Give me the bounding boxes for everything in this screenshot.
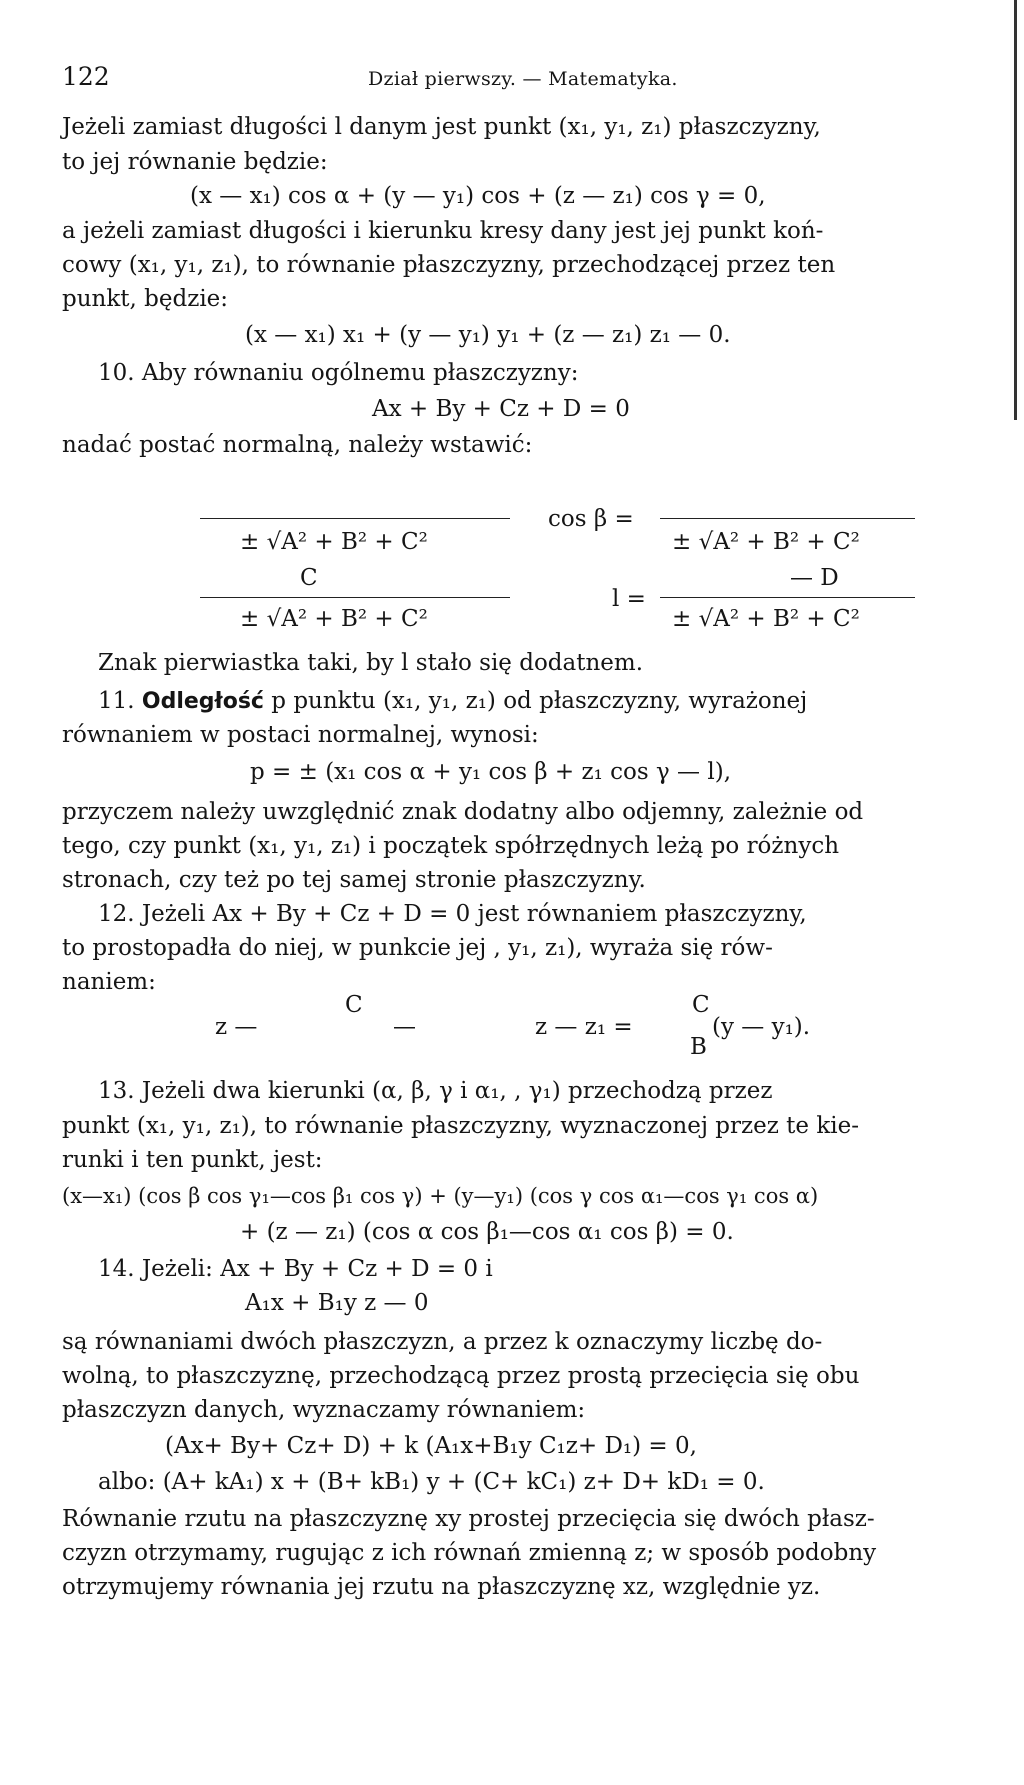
section-11-heading [98, 686, 807, 717]
text-line: punkt, będzie: [62, 286, 229, 312]
text-line: wolną, to płaszczyznę, przechodzącą przez prostą przecięcia się obu [62, 1363, 860, 1389]
text-line: Znak pierwiastka taki, by l stało się dodatnem. [98, 650, 644, 676]
section-14-heading: 14. Jeżeli: Ax + By + Cz + D = 0 i [98, 1256, 493, 1282]
text-line: są równaniami dwóch płaszczyzn, a przez k oznaczymy liczbę do- [62, 1329, 823, 1355]
text-line: to prostopadła do niej, w punkcie jej , y₁, z₁), wyraża się rów- [62, 935, 773, 961]
text-line: tego, czy punkt (x₁, y₁, z₁) i początek spółrzędnych leżą po różnych [62, 833, 840, 859]
text-span: p punktu (x₁, y₁, z₁) od płaszczyzny, wyrażonej [271, 688, 808, 714]
text-line: nadać postać normalną, należy wstawić: [62, 432, 533, 458]
running-title: Dział pierwszy. — Matematyka. [368, 68, 678, 90]
equation-two-directions-cont: + (z — z₁) (cos α cos β₁—cos α₁ cos β) = 0. [240, 1219, 734, 1245]
text-line: runki i ten punkt, jest: [62, 1147, 323, 1173]
term-odleglosc: Odległość [141, 689, 264, 714]
equation-two-directions: (x—x₁) (cos β cos γ₁—cos β₁ cos γ) + (y—y₁) (cos γ cos α₁—cos γ₁ cos α) [62, 1184, 819, 1208]
perpendicular-eq-right: z — z₁ = [535, 1014, 633, 1040]
fraction-denominator: ± √A² + B² + C² [240, 606, 428, 632]
equation-distance: p = ± (x₁ cos α + y₁ cos β + z₁ cos γ — l), [250, 759, 732, 785]
fraction-denominator: B [690, 1034, 707, 1060]
perpendicular-eq-tail: (y — y₁). [712, 1014, 811, 1040]
text-line: Jeżeli zamiast długości l danym jest punkt (x₁, y₁, z₁) płaszczyzny, [62, 114, 821, 140]
page-number: 122 [62, 62, 110, 91]
text-line: stronach, czy też po tej samej stronie płaszczyzny. [62, 867, 646, 893]
equation-general-plane: Ax + By + Cz + D = 0 [372, 396, 630, 422]
fraction-bar [200, 518, 510, 519]
page-edge-rule [1014, 0, 1017, 420]
perpendicular-eq-dash: — [393, 1014, 416, 1040]
text-line: punkt (x₁, y₁, z₁), to równanie płaszczyzny, wyznaczonej przez te kie- [62, 1113, 859, 1139]
l-label: l = [612, 586, 646, 612]
fraction-bar [200, 597, 510, 598]
fraction-denominator: ± √A² + B² + C² [672, 606, 860, 632]
equation-pencil: (Ax+ By+ Cz+ D) + k (A₁x+B₁y C₁z+ D₁) = 0, [165, 1433, 697, 1459]
text-line: płaszczyzn danych, wyznaczamy równaniem: [62, 1397, 586, 1423]
fraction-bar [660, 518, 915, 519]
fraction-numerator: — D [790, 565, 839, 591]
text-line: równaniem w postaci normalnej, wynosi: [62, 722, 539, 748]
equation-pencil-alt: albo: (A+ kA₁) x + (B+ kB₁) y + (C+ kC₁) z+ D+ kD₁ = 0. [98, 1469, 765, 1495]
fraction-numerator: C [692, 992, 710, 1018]
text-line: to jej równanie będzie: [62, 149, 328, 175]
text-line: czyzn otrzymamy, rugując z ich równań zmienną z; w sposób podobny [62, 1540, 877, 1566]
section-12-heading: 12. Jeżeli Ax + By + Cz + D = 0 jest równaniem płaszczyzny, [98, 901, 807, 927]
section-10-heading: 10. Aby równaniu ogólnemu płaszczyzny: [98, 360, 579, 386]
fraction-numerator: C [300, 565, 318, 591]
equation-second-plane: A₁x + B₁y z — 0 [245, 1290, 429, 1316]
text-line: Równanie rzutu na płaszczyznę xy prostej przecięcia się dwóch płasz- [62, 1506, 875, 1532]
equation-plane-point: (x — x₁) cos α + (y — y₁) cos + (z — z₁) cos γ = 0, [190, 183, 766, 209]
perpendicular-eq-left: z — [215, 1014, 258, 1040]
text-line: naniem: [62, 969, 156, 995]
cos-beta-label: cos β = [548, 506, 634, 532]
fraction-denominator: ± √A² + B² + C² [672, 529, 860, 555]
fraction-bar [660, 597, 915, 598]
text-line: a jeżeli zamiast długości i kierunku kresy dany jest jej punkt koń- [62, 218, 824, 244]
equation-plane-endpoint: (x — x₁) x₁ + (y — y₁) y₁ + (z — z₁) z₁ — 0. [245, 322, 731, 348]
section-number: 11. [98, 688, 135, 714]
fraction-denominator: ± √A² + B² + C² [240, 529, 428, 555]
section-13-heading: 13. Jeżeli dwa kierunki (α, β, γ i α₁, , γ₁) przechodzą przez [98, 1078, 773, 1104]
fraction-numerator: C [345, 992, 363, 1018]
text-line: otrzymujemy równania jej rzutu na płaszczyznę xz, względnie yz. [62, 1574, 821, 1600]
text-line: cowy (x₁, y₁, z₁), to równanie płaszczyzny, przechodzącej przez ten [62, 252, 836, 278]
text-line: przyczem należy uwzględnić znak dodatny albo odjemny, zależnie od [62, 799, 864, 825]
